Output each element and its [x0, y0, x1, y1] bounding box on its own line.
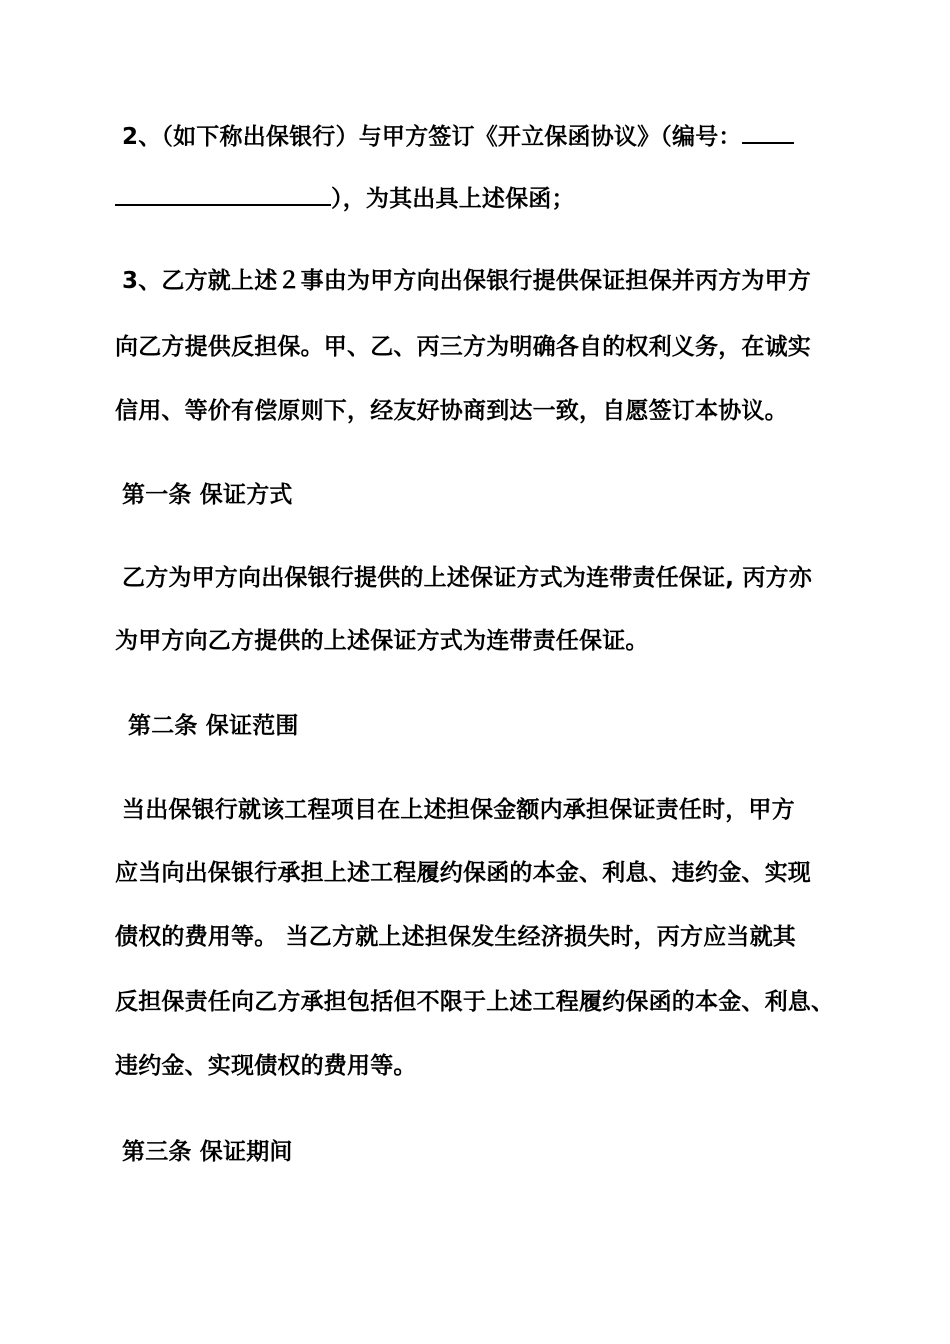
clause-2-line-2 — [115, 182, 575, 214]
clause-2-text-2: ），为其出具上述保函； — [331, 186, 575, 212]
article-3-title: 第三条 保证期间 — [122, 1139, 293, 1165]
article-1-line-1: 乙方为甲方向出保银行提供的上述保证方式为连带责任保证, 丙方亦 — [122, 565, 812, 591]
clause-3-line-2: 向乙方提供反担保。甲、乙、丙三方为明确各自的权利义务，在诚实 — [115, 334, 811, 360]
article-2-line-4: 反担保责任向乙方承担包括但不限于上述工程履约保函的本金、利息、 — [115, 989, 835, 1015]
article-2-line-5: 违约金、实现债权的费用等。 — [115, 1053, 417, 1079]
article-2-line-3: 债权的费用等。 当乙方就上述担保发生经济损失时，丙方应当就其 — [115, 924, 797, 950]
article-2-line-2: 应当向出保银行承担上述工程履约保函的本金、利息、违约金、实现 — [115, 860, 811, 886]
number-blank-end — [115, 182, 331, 206]
article-2-title: 第二条 保证范围 — [128, 713, 299, 739]
clause-2-line-1 — [122, 120, 794, 152]
clause-2-text-1: 2、（如下称出保银行）与甲方签订《开立保函协议》（编号： — [122, 124, 742, 150]
clause-3-line-3: 信用、等价有偿原则下，经友好协商到达一致，自愿签订本协议。 — [115, 398, 788, 424]
clause-3-line-1: 3、乙方就上述２事由为甲方向出保银行提供保证担保并丙方为甲方 — [122, 268, 812, 294]
article-1-title: 第一条 保证方式 — [122, 482, 293, 508]
article-2-line-1: 当出保银行就该工程项目在上述担保金额内承担保证责任时，甲方 — [122, 797, 795, 823]
number-blank-start — [742, 120, 794, 144]
article-1-line-2: 为甲方向乙方提供的上述保证方式为连带责任保证。 — [115, 628, 649, 654]
